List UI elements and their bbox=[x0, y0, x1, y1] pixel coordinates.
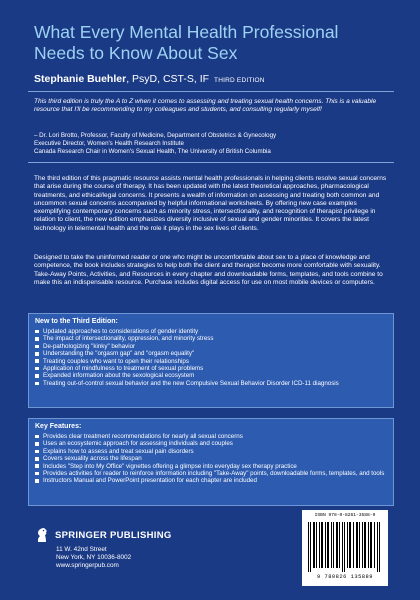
list-item: Instructors Manual and PowerPoint presentation for each chapter are included bbox=[35, 477, 387, 484]
key-features-list bbox=[35, 433, 387, 485]
publisher-block bbox=[34, 527, 234, 570]
barcode-number: 9 780826 135889 bbox=[316, 574, 374, 580]
new-edition-list bbox=[35, 328, 387, 387]
publisher-website: www.springerpub.com bbox=[56, 562, 119, 569]
attribution-line: – Dr. Lori Brotto, Professor, Faculty of Medicine, Department of Obstetrics & Gynecology bbox=[34, 132, 277, 139]
publisher-name: SPRINGER PUBLISHING bbox=[55, 529, 172, 541]
description-paragraph-2: Designed to take the uninformed reader or one who might be uncomfortable about sex to a place of knowledge and competence, the book includes strategies to help both the client and therapist become more comfortable with sexuality. Take-Away Points, Activities, and Resources in every chapter and downloadable forms, templates, and tools combine to make this an indispensable resource. Purchase includes digital access for use on most mobile devices or computers. bbox=[34, 254, 383, 286]
list-item: Provides activities for reader to reinforce information including "Take-Away" points, downloadable forms, templates, and tools bbox=[35, 470, 387, 477]
edition-label: THIRD EDITION bbox=[214, 77, 265, 84]
endorsement-attribution bbox=[34, 132, 394, 156]
divider-middle bbox=[28, 162, 394, 163]
list-item: Updated approaches to considerations of gender identity bbox=[35, 328, 387, 335]
list-item: Treating couples who want to open their relationships bbox=[35, 358, 387, 365]
list-item: Explains how to assess and treat sexual pain disorders bbox=[35, 448, 387, 455]
barcode bbox=[302, 510, 388, 586]
title-line-1: What Every Mental Health Professional bbox=[34, 22, 339, 42]
list-item: Provides clear treatment recommendations for nearly all sexual concerns bbox=[35, 433, 387, 440]
list-item: Includes "Step into My Office" vignettes offering a glimpse into everyday sex therapy practice bbox=[35, 463, 387, 470]
list-item: Treating out-of-control sexual behavior and the new Compulsive Sexual Behavior Disorder ICD-11 diagnosis bbox=[35, 380, 387, 387]
description-paragraph-1: The third edition of this pragmatic resource assists mental health professionals in helping clients resolve sexual concerns that arise during the course of therapy. It has been updated with the latest theoretical approaches, pharmacological treatments, and ethical/legal concerns. It presents a wealth of information on assessing and treating both common and uncommon sexual concerns accompanied by helpful informational worksheets. By offering new case examples exemplifying contemporary concerns such as minority stress, intersectionality, and recognition of therapist privilege in relation to client, the new edition emphasizes diversity inclusive of sexual and gender minorities. It covers the latest technology in telemental health and the role it plays in the sex lives of clients. bbox=[34, 175, 387, 232]
key-features-box bbox=[28, 418, 394, 506]
list-item: Expanded information about the sexological ecosystem bbox=[35, 372, 387, 379]
list-item: De-pathologizing "kinky" behavior bbox=[35, 343, 387, 350]
list-item: Covers sexuality across the lifespan bbox=[35, 455, 387, 462]
publisher-logo bbox=[34, 527, 234, 543]
attribution-line: Canada Research Chair in Women's Sexual Health, The University of British Columbia bbox=[34, 148, 271, 155]
endorsement-quote: This third edition is truly the A to Z when it comes to assessing and treating sexual health concerns. This is a valuable resource that I'll be recommending to my colleagues and students, and consulting regularly myself! bbox=[34, 98, 377, 114]
title-line-2: Needs to Know About Sex bbox=[34, 43, 238, 63]
key-features-heading: Key Features: bbox=[35, 423, 82, 430]
list-item: Uses an ecosystemic approach for assessing individuals and couples bbox=[35, 440, 387, 447]
springer-knight-icon bbox=[34, 527, 50, 543]
attribution-line: Executive Director, Women's Health Research Institute bbox=[34, 140, 184, 147]
divider-top bbox=[28, 91, 394, 92]
book-title bbox=[34, 22, 404, 64]
new-edition-box bbox=[28, 313, 394, 408]
address-line: New York, NY 10036-8002 bbox=[56, 554, 132, 561]
list-item: The impact of intersectionality, oppression, and minority stress bbox=[35, 335, 387, 342]
author-credentials: , PsyD, CST-S, IF bbox=[126, 73, 210, 85]
author-name: Stephanie Buehler bbox=[34, 73, 127, 85]
list-item: Application of mindfulness to treatment of sexual problems bbox=[35, 365, 387, 372]
address-line: 11 W. 42nd Street bbox=[56, 546, 107, 553]
new-edition-heading: New to the Third Edition: bbox=[35, 318, 118, 325]
isbn-text: ISBN 978-0-8261-3588-9 bbox=[314, 513, 376, 518]
list-item: Understanding the "orgasm gap" and "orgasm equality" bbox=[35, 350, 387, 357]
author-line bbox=[34, 73, 404, 85]
publisher-address bbox=[56, 546, 234, 570]
barcode-bars bbox=[306, 522, 384, 572]
